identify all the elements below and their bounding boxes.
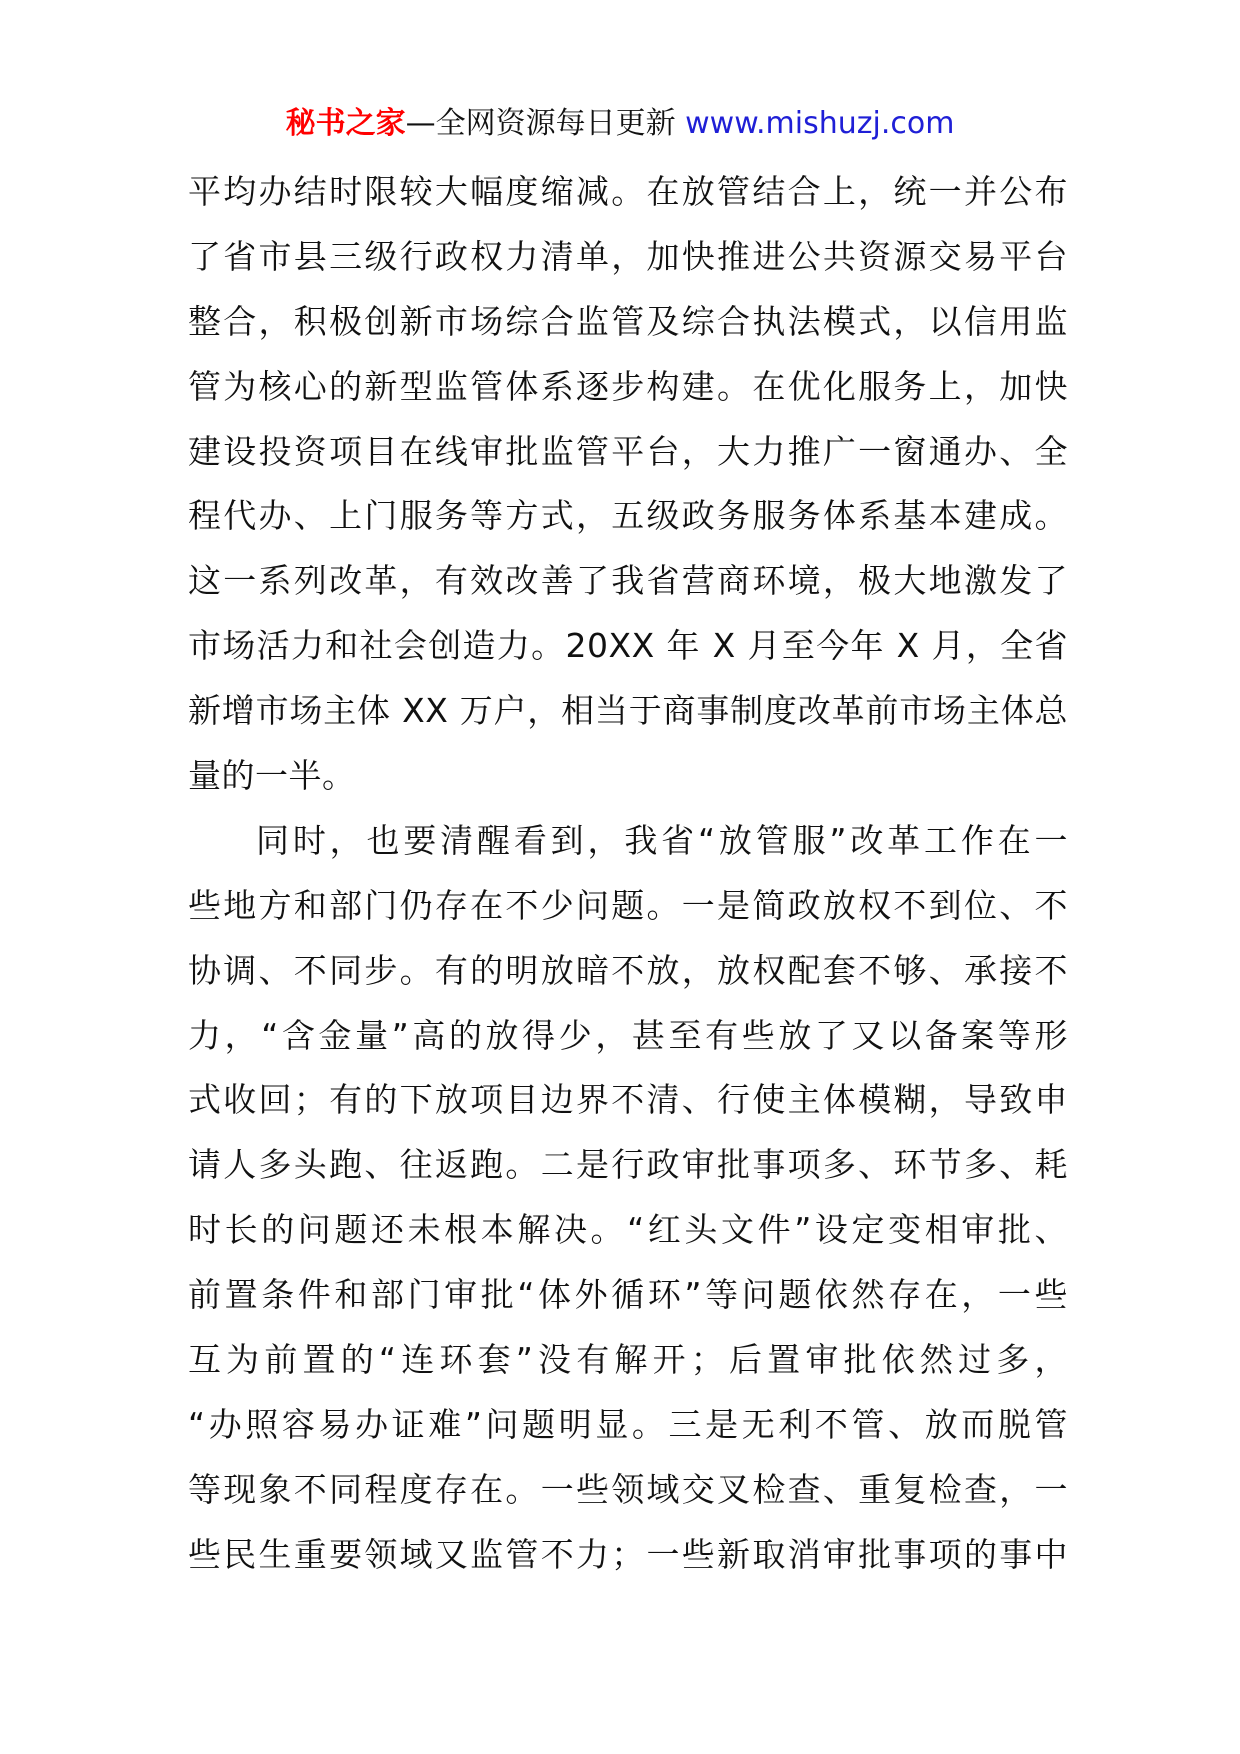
paragraph-2 (188, 809, 1068, 1588)
text-line: 力，“含金量”高的放得少，甚至有些放了又以备案等形 (188, 1015, 1068, 1055)
text-line: 同时，也要清醒看到，我省“放管服”改革工作在一 (256, 820, 1068, 860)
text-line: 整合，积极创新市场综合监管及综合执法模式，以信用监 (188, 301, 1068, 341)
text-line: 了省市县三级行政权力清单，加快推进公共资源交易平台 (188, 236, 1068, 276)
text-line: 些民生重要领域又监管不力；一些新取消审批事项的事中 (188, 1534, 1068, 1574)
text-line: 等现象不同程度存在。一些领域交叉检查、重复检查，一 (188, 1469, 1068, 1509)
text-line: 式收回；有的下放项目边界不清、行使主体模糊，导致申 (188, 1080, 1068, 1120)
text-line: 时长的问题还未根本解决。“红头文件”设定变相审批、 (188, 1210, 1068, 1250)
text-line: 市场活力和社会创造力。20XX 年 X 月至今年 X 月，全省 (188, 626, 1068, 666)
document-body (188, 160, 1068, 1588)
text-line: 量的一半。 (188, 756, 356, 796)
text-line: 协调、不同步。有的明放暗不放，放权配套不够、承接不 (188, 950, 1068, 990)
text-line: 程代办、上门服务等方式，五级政务服务体系基本建成。 (188, 496, 1068, 536)
text-line: 管为核心的新型监管体系逐步构建。在优化服务上，加快 (188, 366, 1068, 406)
header-tagline: —全网资源每日更新 (405, 106, 686, 141)
header-brand: 秘书之家 (285, 106, 406, 141)
text-line: 互为前置的“连环套”没有解开；后置审批依然过多， (188, 1340, 1068, 1380)
text-line: “办照容易办证难”问题明显。三是无利不管、放而脱管 (188, 1404, 1068, 1444)
paragraph-1 (188, 160, 1068, 809)
text-line: 平均办结时限较大幅度缩减。在放管结合上，统一并公布 (188, 172, 1068, 211)
text-line: 前置条件和部门审批“体外循环”等问题依然存在，一些 (188, 1275, 1068, 1315)
text-line: 请人多头跑、往返跑。二是行政审批事项多、环节多、耗 (188, 1145, 1068, 1185)
text-line: 些地方和部门仍存在不少问题。一是简政放权不到位、不 (188, 885, 1068, 925)
page-header (0, 104, 1240, 144)
header-url-link[interactable]: www.mishuzj.com (685, 106, 955, 141)
text-line: 这一系列改革，有效改善了我省营商环境，极大地激发了 (188, 561, 1068, 601)
text-line: 新增市场主体 XX 万户，相当于商事制度改革前市场主体总 (188, 691, 1068, 731)
text-line: 建设投资项目在线审批监管平台，大力推广一窗通办、全 (188, 431, 1068, 471)
